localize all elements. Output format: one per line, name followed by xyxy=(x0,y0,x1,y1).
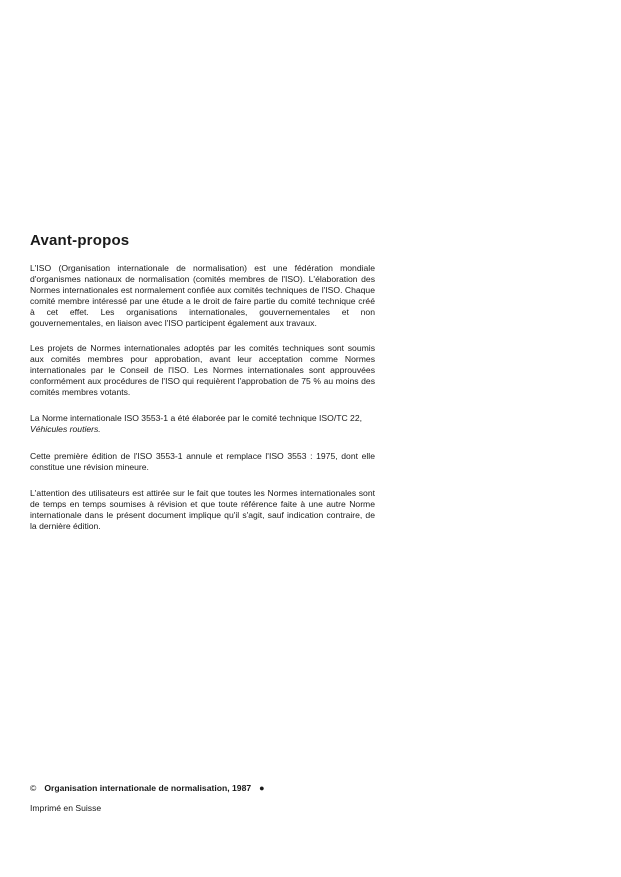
copyright-line xyxy=(30,783,265,793)
paragraph-revision-notice: L'attention des utilisateurs est attirée sur le fait que toutes les Normes internationales sont de temps en temps soumises à révision et que toute référence faite à une autre Norme internationale dans le présent document implique qu'il s'agit, sauf indication contraire, de la dernière édition. xyxy=(30,488,375,531)
printed-in-line: Imprimé en Suisse xyxy=(30,803,102,813)
paragraph-first-edition: Cette première édition de l'ISO 3553-1 annule et remplace l'ISO 3553 : 1975, dont elle constitue une révision mineure. xyxy=(30,451,375,472)
paragraph-iso-federation: L'ISO (Organisation internationale de normalisation) est une fédération mondiale d'organismes nationaux de normalisation (comités membres de l'ISO). L'élaboration des Normes internationales est normalement confiée aux comités techniques de l'ISO. Chaque comité membre intéressé par une étude a le droit de faire partie du comité technique créé à cet effet. Les organisations internationales, gouvernementales et non gouvernementales, en liaison avec l'ISO participent également aux travaux. xyxy=(30,263,375,328)
page-title: Avant-propos xyxy=(30,232,130,249)
paragraph-standard-preparation-text: La Norme internationale ISO 3553-1 a été élaborée par le comité technique ISO/TC 22, xyxy=(30,413,363,423)
paragraph-draft-standards: Les projets de Normes internationales adoptés par les comités techniques sont soumis aux comités membres pour approbation, avant leur acceptation comme Normes internationales par le Conseil de l'ISO. Les Normes internationales sont approuvées conformément aux procédures de l'ISO qui requièrent l'approbation de 75 % au moins des comités membres votants. xyxy=(30,343,375,397)
copyright-text: Organisation internationale de normalisation, 1987 xyxy=(44,783,252,793)
bullet-icon: ● xyxy=(259,783,265,793)
paragraph-standard-preparation xyxy=(30,413,375,435)
committee-title: Véhicules routiers. xyxy=(30,424,101,434)
copyright-symbol: © xyxy=(30,783,37,793)
